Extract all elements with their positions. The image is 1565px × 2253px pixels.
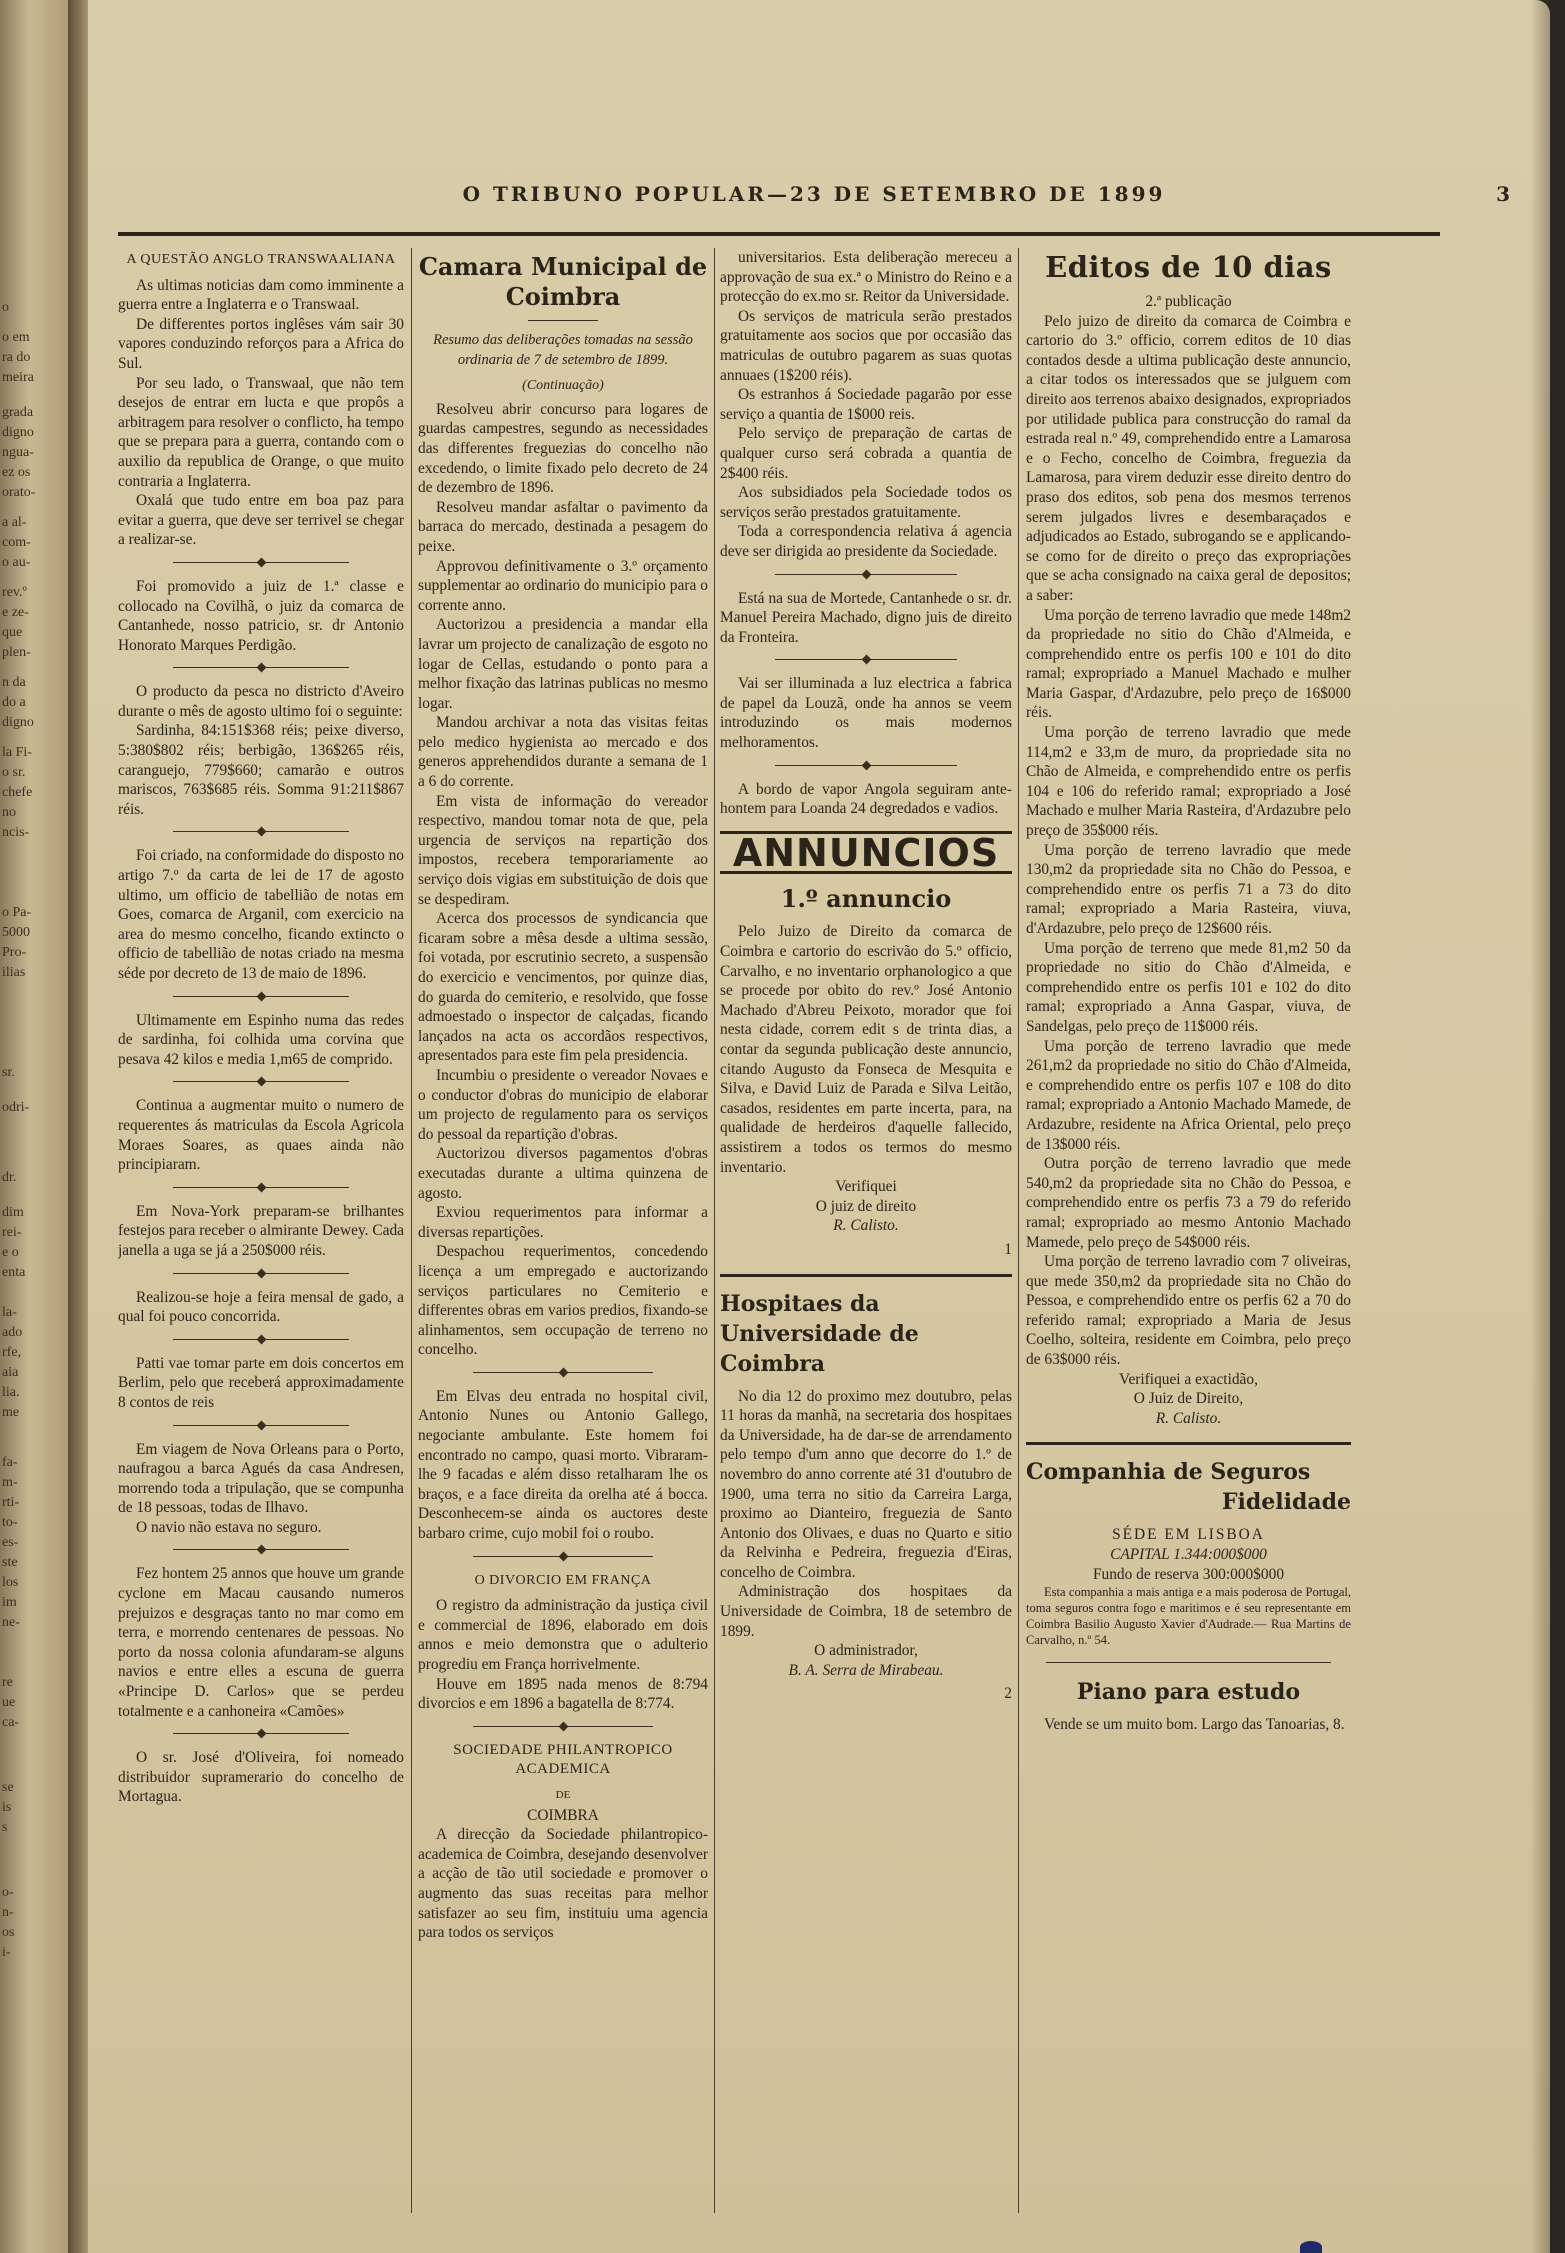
left-page-text-fragment: com-	[2, 535, 31, 550]
separator	[173, 667, 349, 668]
left-page-text-fragment: dim	[2, 1205, 24, 1220]
paragraph: Uma porção de terreno que mede 81,m2 50 da propriedade no sitio do Chão d'Almeida, e comprehendido entre os perfis 101 e 102 do dito ramal; expropriado a Anna Gaspar, viuva, de Sandelgas, pelo preço de 11$000 réis.	[1026, 939, 1351, 1035]
left-page-text-fragment: chefe	[2, 785, 33, 800]
separator	[173, 996, 349, 997]
column-rule	[411, 248, 412, 2213]
left-page-text-fragment: ncis-	[2, 825, 30, 840]
announcement-number: 2	[1004, 1685, 1012, 1703]
judge-line: O Juiz de Direito,	[1133, 1390, 1244, 1408]
paragraph: Os serviços de matricula serão prestados gratuitamente aos socios que por occasião das matriculas de outubro pagarem as suas quotas annuaes (1$200 réis).	[720, 307, 1012, 384]
left-page-text-fragment: plen-	[2, 645, 31, 660]
announcement-title: 1.º annuncio	[780, 884, 952, 914]
left-page-text-fragment: ado	[2, 1325, 23, 1340]
paragraph: Patti vae tomar parte em dois concertos em Berlim, pelo que receberá approximadamente 8 contos de reis	[118, 1354, 404, 1411]
left-page-text-fragment: digno	[2, 425, 34, 440]
left-page-text-fragment: Pro-	[2, 945, 27, 960]
left-page-text-fragment: la-	[2, 1305, 17, 1320]
column-1	[118, 248, 404, 2233]
paragraph: Pelo juizo de direito da comarca de Coimbra e cartorio do 3.º officio, correm editos de 10 dias contados desde a ultima publicação deste annuncio, a citar todos os interessados que se julguem com direito aos terrenos abaixo designados, expropriados por utilidade publica para construcção do ramal da estrada real n.º 49, comprehendido entre a Lamarosa e o Fecho, concelho de Coimbra, freguezia da Lamarosa, para virem deduzir esse direito dentro do praso dos editos, sob pena dos mesmos terrenos serem julgados livres e desembaraçados e adjudicados ao Estado, subrogando se e applicando-se como for de direito o preço das expropriações que se acha consignado na caixa geral de depositos; a saber:	[1026, 312, 1351, 604]
left-page-text-fragment: rti-	[2, 1495, 20, 1510]
paragraph: Fez hontem 25 annos que houve um grande cyclone em Macau causando numeros prejuizos e desgraças tanto no mar como em terra, e morrendo centenares de pessoas. No porto da nossa colonia afundaram-se alguns navios e entre elles a escuna de guerra «Principe D. Carlos» que se perdeu totalmente e a canhoneira «Camões»	[118, 1565, 404, 1720]
separator	[173, 1273, 349, 1274]
paragraph: Em viagem de Nova Orleans para o Porto, naufragou a barca Agués da casa Andresen, morrendo toda a tripulação, que se compunha de 18 pessoas, todas de Ilhavo.	[118, 1440, 404, 1517]
separator	[173, 1187, 349, 1188]
separator	[473, 1726, 653, 1727]
left-page-text-fragment: a al-	[2, 515, 27, 530]
left-page-text-fragment: ilias	[2, 965, 26, 980]
left-page-text-fragment: n-	[2, 1905, 14, 1920]
left-page-text-fragment: e ze-	[2, 605, 29, 620]
left-page-text-fragment: m-	[2, 1475, 18, 1490]
separator	[173, 1339, 349, 1340]
article-subtitle: Resumo das deliberações tomadas na sessão ordinaria de 7 de setembro de 1899.	[433, 332, 693, 368]
company-reserve: Fundo de reserva 300:000$000	[1092, 1565, 1285, 1583]
left-page-text-fragment: ra do	[2, 350, 31, 365]
signature: B. A. Serra de Mirabeau.	[788, 1661, 944, 1679]
paragraph: Uma porção de terreno lavradio que mede 148m2 da propriedade no sitio do Chão d'Almeida, e comprehendido entre os perfis 100 e 101 do dito ramal; expropriado a Manuel Machado e mulher Maria Gaspar, d'Ardazubre, pelo preço de 16$000 réis.	[1026, 606, 1351, 722]
column-4	[1026, 248, 1351, 2233]
left-page-text-fragment: 5000	[2, 925, 30, 940]
paragraph: Uma porção de terreno lavradio que mede 130,m2 da propriedade sita no Chão do Pessoa, e comprehendido entre os perfis 71 a 73 do dito ramal; expropriado a Maria Rasteira, viuva, d'Ardazubre, pelo preço de 12$600 réis.	[1026, 841, 1351, 937]
left-page-text-fragment: is	[2, 1800, 12, 1815]
left-page-text-fragment: e o	[2, 1245, 19, 1260]
left-page-text-fragment: os	[2, 1925, 15, 1940]
left-page-text-fragment: ca-	[2, 1715, 20, 1730]
paragraph: Exviou requerimentos para informar a diversas repartições.	[418, 1204, 708, 1241]
left-page-text-fragment: o sr.	[2, 765, 26, 780]
paragraph: O sr. José d'Oliveira, foi nomeado distribuidor supramerario do concelho de Mortagua.	[118, 1749, 404, 1806]
publication-note: 2.ª publicação	[1145, 293, 1232, 310]
paragraph: As ultimas noticias dam como imminente a guerra entre a Inglaterra e o Transwaal.	[118, 276, 404, 314]
section-rule	[720, 1274, 1012, 1277]
paragraph: Oxalá que tudo entre em boa paz para evitar a guerra, que deve ser terrivel se chegar a realizar-se.	[118, 492, 404, 549]
left-page-text-fragment: ne-	[2, 1615, 20, 1630]
left-page-text-fragment: dr.	[2, 1170, 17, 1185]
paragraph: Vai ser illuminada a luz electrica a fabrica de papel da Louzã, onde ha annos se veem introduzindo os mais modernos melhoramentos.	[720, 675, 1012, 752]
paragraph: Continua a augmentar muito o numero de requerentes ás matriculas da Escola Agricola Moraes Soares, as quaes ainda não principiaram.	[118, 1097, 404, 1174]
left-page-text-fragment: se	[2, 1780, 14, 1795]
paragraph: Vende se um muito bom. Largo das Tanoarias, 8.	[1044, 1716, 1345, 1734]
binding-gutter	[68, 0, 90, 2253]
continuation-note: (Continuação)	[522, 378, 604, 394]
paragraph: Uma porção de terreno lavradio com 7 oliveiras, que mede 350,m2 da propriedade sita no Chão do Pessoa, e comprehendido entre os perfis 62 a 70 do referido ramal; expropriado a Maria de Jesus Coelho, solteira, residente em Coimbra, pelo preço de 63$000 réis.	[1026, 1253, 1351, 1369]
left-page-text-fragment: fa-	[2, 1455, 18, 1470]
paragraph: Sardinha, 84:151$368 réis; peixe diverso, 5:380$802 réis; berbigão, 136$265 réis, caranguejo, 779$660; camarão e outros mariscos, 763$685 réis. Somma 91:211$867 réis.	[118, 722, 404, 818]
separator	[173, 831, 349, 832]
separator	[173, 1425, 349, 1426]
column-2	[418, 248, 708, 2233]
paragraph: Outra porção de terreno lavradio que mede 540,m2 da propriedade sita no Chão do Pessoa, e comprehendido entre os perfis 73 a 79 do referido ramal; expropriado ao mesmo Antonio Machado Mamede, pelo preço de 54$000 réis.	[1026, 1155, 1351, 1251]
separator	[775, 574, 957, 575]
judge-line: O juiz de direito	[815, 1197, 917, 1215]
paragraph: Ultimamente em Espinho numa das redes de sardinha, foi colhida uma corvina que pesava 42 kilos e media 1,m65 de comprido.	[118, 1011, 404, 1068]
paragraph: Approvou definitivamente o 3.º orçamento supplementar ao ordinario do municipio para o corrente anno.	[418, 557, 708, 614]
left-page-text-fragment: los	[2, 1575, 19, 1590]
left-page-text-fragment: i-	[2, 1945, 11, 1960]
paragraph: Uma porção de terreno lavradio que mede 261,m2 da propriedade no sitio do Chão d'Almeida, e comprehendido entre os perfis 107 e 108 do dito ramal; expropriado a Antonio Machado Mamede, de Ardazubre, residente na Africa Oriental, pelo preço de 13$000 réis.	[1026, 1037, 1351, 1153]
masthead: O TRIBUNO POPULAR—23 DE SETEMBRO DE 1899	[462, 182, 1166, 206]
left-page-text-fragment: orato-	[2, 485, 36, 500]
announcement-title: Editos de 10 dias	[1045, 250, 1332, 284]
left-page-text-fragment: n da	[2, 675, 26, 690]
section-rule	[1046, 1662, 1331, 1663]
left-page-text-fragment: digno	[2, 715, 34, 730]
page-number: 3	[1496, 182, 1510, 206]
announcement-number: 1	[1004, 1240, 1012, 1258]
left-page-text-fragment: no	[2, 805, 16, 820]
left-page-text-fragment: s	[2, 1820, 8, 1835]
paragraph: Os estranhos á Sociedade pagarão por esse serviço a quantia de 1$000 reis.	[720, 386, 1012, 423]
admin-line: O administrador,	[814, 1642, 918, 1660]
paragraph: Está na sua de Mortede, Cantanhede o sr. dr. Manuel Pereira Machado, digno juis de direito da Fronteira.	[720, 589, 1012, 646]
page-header	[118, 182, 1510, 212]
paragraph: Resolveu abrir concurso para logares de guardas campestres, segundo as necessidades das differentes freguezias do concelho não excedendo, o limite fixado pelo decreto de 24 de dezembro de 1896.	[418, 400, 708, 497]
paragraph: Toda a correspondencia relativa á agencia deve ser dirigida ao presidente da Sociedade.	[720, 523, 1012, 560]
signature: R. Calisto.	[1155, 1409, 1222, 1427]
paragraph: O navio não estava no seguro.	[136, 1518, 322, 1536]
left-page-text-fragment: me	[2, 1405, 20, 1420]
left-page-text-fragment: o-	[2, 1885, 14, 1900]
left-page-text-fragment: do a	[2, 695, 26, 710]
header-rule	[118, 232, 1440, 236]
paragraph: Auctorizou diversos pagamentos d'obras executadas durante a ultima quinzena de agosto.	[418, 1145, 708, 1202]
paragraph: Acerca dos processos de syndicancia que ficaram sobre a mêsa desde a ultima sessão, foi votada, por escrutinio secreto, a suspensão do exercicio e vencimentos, por quinze dias, do guarda do cemiterio, e resolvido, que fosse admoestado o inspector de calçadas, ficando lançados na acta os accordãos respectivos, apresentados para este fim pela presidencia.	[418, 910, 708, 1065]
left-page-text-fragment: grada	[2, 405, 34, 420]
left-page-edge	[0, 0, 75, 2253]
company-title: Companhia de Seguros	[1026, 1459, 1311, 1486]
paragraph: Em vista de informação do vereador respectivo, mandou tomar nota de que, pela urgencia de serviços na repartição dos impostos, recebera temporariamente ao serviço dois vigias em substituição de dois que se despediram.	[418, 792, 708, 908]
left-page-text-fragment: o Pa-	[2, 905, 32, 920]
paragraph: Administração dos hospitaes da Universidade de Coimbra, 18 de setembro de 1899.	[720, 1583, 1012, 1640]
paragraph: Por seu lado, o Transwaal, que não tem desejos de entrar em lucta e que propôs a arbitragem para resolver o conflicto, ha tempo que se prepara para a guerra, contando com o auxilio da republica de Orange, o que muito contraria a Inglaterra.	[118, 374, 404, 490]
left-page-text-fragment: re	[2, 1675, 13, 1690]
left-page-text-fragment: o	[2, 300, 9, 315]
left-page-text-fragment: la Fi-	[2, 745, 32, 760]
column-3	[720, 248, 1012, 2233]
blue-marker-dot	[1300, 2241, 1322, 2253]
announcement-title: Hospitaes da Universidade de Coimbra	[720, 1290, 919, 1377]
left-page-text-fragment: sr.	[2, 1065, 15, 1080]
page-edge-shadow	[1530, 0, 1550, 2253]
paragraph: Realizou-se hoje a feira mensal de gado, a qual foi pouco concorrida.	[118, 1288, 404, 1326]
paragraph: Auctorizou a presidencia a mandar ella lavrar um projecto de canalização de esgoto no logar de Cellas, estudando o ponto para a melhor fixação das latrinas publicas no mesmo logar.	[418, 616, 708, 712]
article-title: SOCIEDADE PHILANTROPICO ACADEMICA	[453, 1741, 673, 1778]
paragraph: Foi promovido a juiz de 1.ª classe e collocado na Covilhã, o juiz da comarca de Cantanhede, nosso patricio, sr. dr Antonio Honorato Marques Perdigão.	[118, 577, 404, 654]
left-page-text-fragment: rfe,	[2, 1345, 22, 1360]
paragraph: De differentes portos inglêses vám sair 30 vapores conduzindo reforços para a Africa do Sul.	[118, 315, 404, 372]
column-rule	[1018, 248, 1019, 2213]
left-page-text-fragment: odri-	[2, 1100, 30, 1115]
paragraph: Houve em 1895 nada menos de 8:794 divorcios e em 1896 a bagatella de 8:774.	[418, 1675, 708, 1713]
left-page-text-fragment: meira	[2, 370, 34, 385]
separator	[473, 1372, 653, 1373]
paragraph: Em Elvas deu entrada no hospital civil, Antonio Nunes ou Antonio Gallego, negociante ambulante. Este homem foi encontrado no campo, quasi morto. Vibraram-lhe 9 facadas e além disso retalharam lhe os braços, e a face direita da orelha até á bocca. Desconhecem-se ainda os auctores deste barbaro crime, cujo mobil foi o roubo.	[418, 1387, 708, 1543]
left-page-text-fragment: rev.º	[2, 585, 27, 600]
article-title: O DIVORCIO EM FRANÇA	[474, 1572, 652, 1588]
title-rule	[528, 320, 598, 321]
company-text: Esta companhia a mais antiga e a mais poderosa de Portugal, toma seguros contra fogo e maritimos e é seu representante em Coimbra Basilio Augusto Xavier d'Audrade.— Rua Martins de Carvalho, n.º 54.	[1026, 1585, 1351, 1648]
annuncios-banner: ANNUNCIOS	[720, 831, 1012, 875]
left-page-text-fragment: ste	[2, 1555, 18, 1570]
left-page-text-fragment: im	[2, 1595, 17, 1610]
left-page-text-fragment: ez os	[2, 465, 31, 480]
separator	[173, 1549, 349, 1550]
paragraph: No dia 12 do proximo mez doutubro, pelas 11 horas da manhã, na secretaria dos hospitaes da Universidade, ha de dar-se de arrendamento pelo tempo d'um anno que decorre do 1.º de novembro do anno corrente até 31 d'outubro de 1900, uma terra no sitio da Carreira Larga, proximo ao Dianteiro, freguezia de Santo Antonio dos Olivaes, e duas no Quarto e sitio da Relvinha e Pedreira, freguezia d'Eiras, concelho de Coimbra.	[720, 1387, 1012, 1581]
article-title: Camara Municipal de Coimbra	[418, 252, 708, 311]
paragraph: Resolveu mandar asfaltar o pavimento da barraca do mercado, destinada a pesagem do peixe.	[418, 498, 708, 555]
article-title: A QUESTÃO ANGLO TRANSWAALIANA	[126, 252, 396, 267]
left-page-text-fragment: aia	[2, 1365, 19, 1380]
separator	[173, 1733, 349, 1734]
company-seat: SÉDE EM LISBOA	[1112, 1526, 1265, 1544]
verification-line: Verifiquei a exactidão,	[1119, 1370, 1258, 1388]
paragraph: Pelo serviço de preparação de cartas de qualquer curso será cobrada a quantia de 2$400 réis.	[720, 425, 1012, 482]
ad-title: Piano para estudo	[1076, 1679, 1301, 1706]
signature: R. Calisto.	[833, 1217, 899, 1235]
left-page-text-fragment: ue	[2, 1695, 16, 1710]
newspaper-page	[88, 0, 1550, 2253]
left-page-text-fragment: enta	[2, 1265, 26, 1280]
left-page-text-fragment: rei-	[2, 1225, 22, 1240]
paragraph: Mandou archivar a nota das visitas feitas pelo medico hygienista ao mercado e dos generos apprehendidos durante a semana de 1 a 6 do corrente.	[418, 714, 708, 791]
title-connector: DE	[555, 1788, 571, 1801]
separator	[775, 765, 957, 766]
paragraph: universitarios. Esta deliberação mereceu a approvação de sua ex.ª o Ministro do Reino e a protecção do ex.mo sr. Reitor da Universidade.	[720, 249, 1012, 306]
left-page-text-fragment: to-	[2, 1515, 18, 1530]
paragraph: O registro da administração da justiça civil e commercial de 1896, elaborado em dois annos e meio demonstra que o adulterio progrediu em França horrivelmente.	[418, 1597, 708, 1673]
left-page-text-fragment: o au-	[2, 555, 31, 570]
verification-line: Verifiquei	[835, 1178, 897, 1196]
paragraph: Despachou requerimentos, concedendo licença a um empregado e auctorizando serviços particulares no Cemiterio e differentes obras em varios predios, fixando-se alinhamentos, sem occupação de terreno no concelho.	[418, 1243, 708, 1359]
left-page-text-fragment: es-	[2, 1535, 19, 1550]
column-rule	[714, 248, 715, 2213]
paragraph: Em Nova-York preparam-se brilhantes festejos para receber o almirante Dewey. Cada janella a uga se já a 250$000 réis.	[118, 1202, 404, 1259]
paragraph: A bordo de vapor Angola seguiram ante-hontem para Loanda 24 degredados e vadios.	[720, 780, 1012, 818]
title-city: COIMBRA	[527, 1806, 599, 1824]
left-page-text-fragment: lia.	[2, 1385, 20, 1400]
separator	[173, 1081, 349, 1082]
left-page-text-fragment: ngua-	[2, 445, 34, 460]
company-title: Fidelidade	[1221, 1489, 1351, 1516]
separator	[775, 659, 957, 660]
paragraph: Incumbiu o presidente o vereador Novaes e o conductor d'obras do municipio de elaborar um projecto de regulamento para os serviços do pessoal da repartição d'obras.	[418, 1066, 708, 1143]
section-rule	[1026, 1442, 1351, 1445]
left-page-text-fragment: o em	[2, 330, 30, 345]
left-page-text-fragment: que	[2, 625, 23, 640]
paragraph: A direcção da Sociedade philantropico-academica de Coimbra, desejando desenvolver a acção de tão util sociedade e promover o augmento das suas receitas para melhor satisfazer ao seu fim, instituiu uma agencia para todos os serviços	[418, 1826, 708, 1942]
paragraph: O producto da pesca no districto d'Aveiro durante o mês de agosto ultimo foi o seguinte:	[118, 683, 404, 720]
paragraph: Aos subsidiados pela Sociedade todos os serviços serão prestados gratuitamente.	[720, 484, 1012, 521]
paragraph: Uma porção de terreno lavradio que mede 114,m2 e 33,m de muro, da propriedade sita no Chão de Almeida, e comprehendido entre os perfis 104 e 106 do referido ramal; expropriado a José Machado e mulher Maria Rasteira, d'Ardazubre pelo preço de 35$000 réis.	[1026, 724, 1351, 840]
paragraph: Pelo Juizo de Direito da comarca de Coimbra e cartorio do escrivão do 5.º officio, Carvalho, e no inventario orphanologico a que se procede por obito do rev.º José Antonio Machado d'Abreu Peixoto, morador que foi nesta cidade, correm edit s de trinta dias, a contar da segunda publicação deste annuncio, citando Augusto da Fonseca de Mesquita e Silva, e David Luiz de Parada e Silva Leitão, casados, residentes em parte incerta, para, na qualidade de herdeiros d'aquelle fallecido, assistirem a todos os termos do mesmo inventario.	[720, 923, 1012, 1176]
separator	[473, 1556, 653, 1557]
company-capital: CAPITAL 1.344:000$000	[1110, 1546, 1267, 1564]
separator	[173, 562, 349, 563]
paragraph: Foi criado, na conformidade do disposto no artigo 7.º da carta de lei de 17 de agosto ultimo, um officio de tabellião de notas em Goes, comarca de Arganil, com exercicio na area do mesmo concelho, ficando extincto o officio de tabellião de notas criado na mesma séde por decreto de 13 de maio de 1896.	[118, 847, 404, 982]
